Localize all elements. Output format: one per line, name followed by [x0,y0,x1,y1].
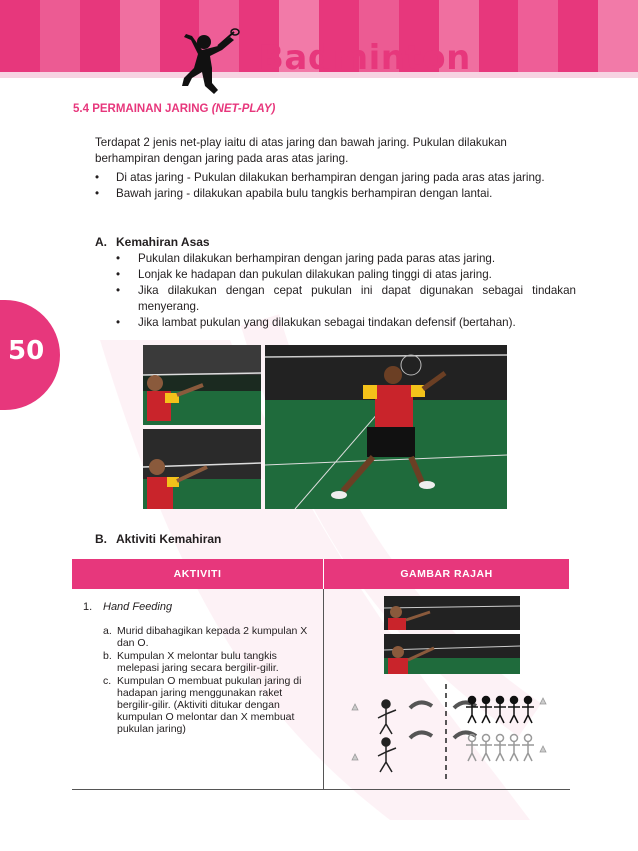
activity-cell [72,589,324,789]
list-item: • Pukulan dilakukan berhampiran dengan jaring pada paras atas jaring. [116,252,496,265]
bullet-icon: • [95,187,100,200]
list-item: c. Kumpulan O membuat pukulan jaring di hadapan jaring menggunakan raket bergilir-gilir. (Aktiviti ditukar dengan kumpulan O melontar dan X membuat pukulan jaring) [103,675,302,735]
bullet-icon: • [116,268,121,281]
subsection-a-list [116,251,576,331]
column-header-diagram: GAMBAR RAJAH [324,559,570,589]
banner-stripe [479,0,519,72]
section-number: 5.4 [73,103,89,115]
diagram-photo-1 [384,596,520,630]
activity-steps [103,625,318,735]
section-title-italic: (NET-PLAY) [211,103,276,115]
list-item: • Lonjak ke hadapan dan pukulan dilakukan paling tinggi di atas jaring. [116,268,492,281]
page-number: 50 [8,336,45,366]
net-play-photo-main [265,345,507,509]
bullet-icon: • [116,252,121,265]
bullet-icon: • [116,316,121,329]
activity-diagram [350,592,550,787]
badminton-player-icon [172,28,242,98]
table-row [72,589,570,789]
drill-layout-diagram [352,684,546,780]
banner-stripe [40,0,80,72]
diagram-photo-2 [384,634,520,674]
list-item: a. Murid dibahagikan kepada 2 kumpulan X dan O. [103,625,308,649]
intro-bullet-list [95,170,575,202]
subsection-a-heading: A. Kemahiran Asas [95,235,210,249]
activity-table [72,559,570,790]
list-item: • Bawah jaring - dilakukan apabila bulu tangkis berhampiran dengan lantai. [95,187,493,200]
list-item: b. Kumpulan X melontar bulu tangkis melepasi jaring secara bergilir-gilir. [103,650,279,674]
page-title: Badminton [258,38,471,78]
list-item: • Di atas jaring - Pukulan dilakukan berhampiran dengan jaring pada aras atas jaring. [95,171,545,184]
diagram-cell [324,589,570,789]
subsection-b-heading: B. Aktiviti Kemahiran [95,532,222,546]
column-header-activity: AKTIVITI [72,559,324,589]
banner-stripe [80,0,120,72]
section-heading [73,103,275,115]
activity-title: 1. Hand Feeding [83,601,173,613]
intro-paragraph: Terdapat 2 jenis net-play iaitu di atas jaring dan bawah jaring. Pukulan dilakukan berhampiran dengan jaring pada aras atas jaring. [95,136,507,165]
banner-stripe [598,0,638,72]
banner-stripe [518,0,558,72]
bullet-icon: • [95,171,100,184]
net-play-photo-1 [143,345,261,425]
bullet-icon: • [116,284,121,297]
banner-stripe [0,0,40,72]
banner-stripe [120,0,160,72]
section-title: PERMAINAN JARING [92,103,209,115]
net-play-photo-2 [143,429,261,509]
list-item: • Jika dilakukan dengan cepat pukulan ini dapat digunakan sebagai tindakan menyerang. [116,284,576,313]
banner-stripe [558,0,598,72]
list-item: • Jika lambat pukulan yang dilakukan sebagai tindakan defensif (bertahan). [116,316,516,329]
table-header-row [72,559,570,589]
